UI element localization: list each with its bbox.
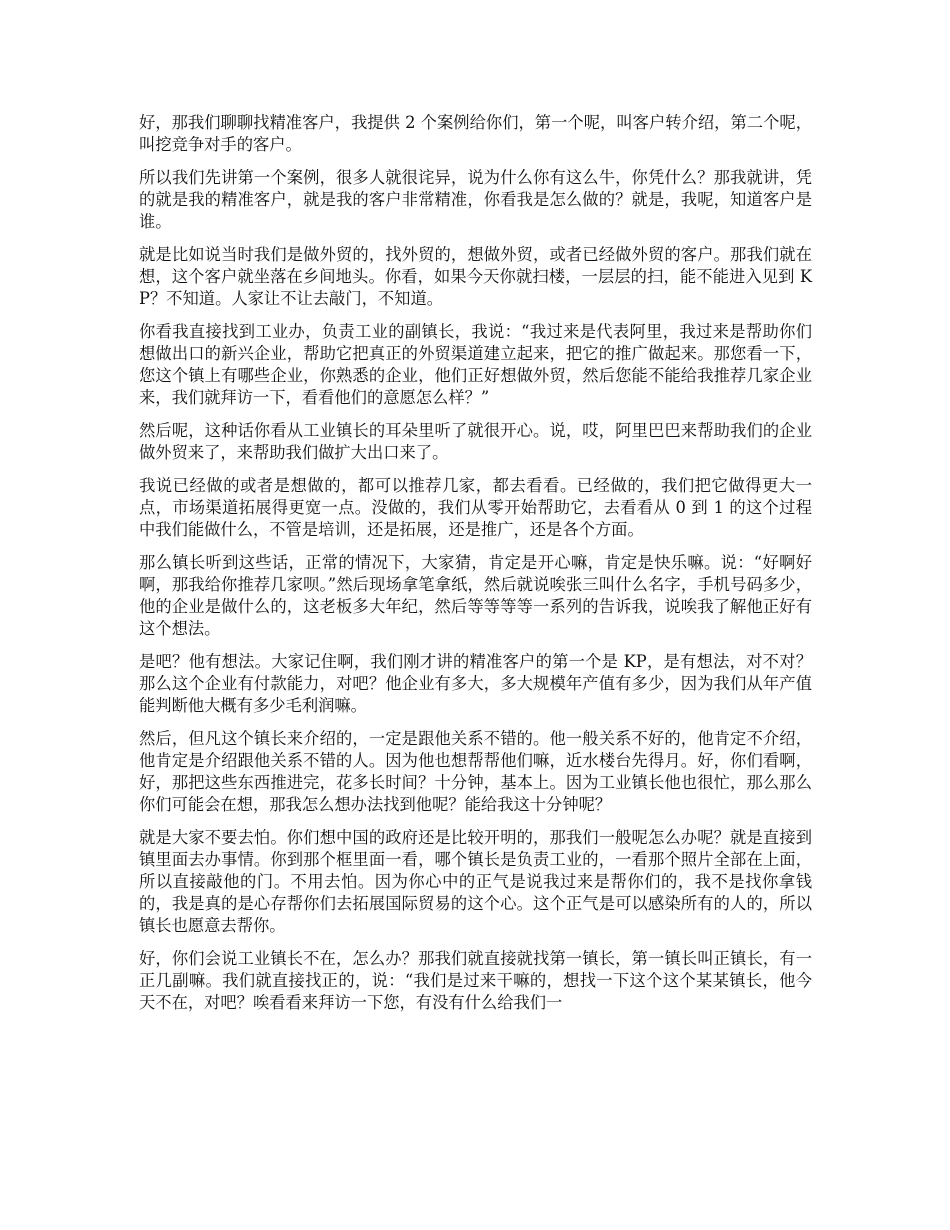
paragraph-2: 所以我们先讲第一个案例，很多人就很诧异，说为什么你有这么牛，你凭什么？那我就讲，凭的就是我的精准客户，就是我的客户非常精准，你看我是怎么做的？就是，我呢，知道客户是谁。 [139,168,812,231]
paragraph-1: 好，那我们聊聊找精准客户，我提供 2 个案例给你们，第一个呢，叫客户转介绍，第二个呢，叫挖竞争对手的客户。 [139,113,812,154]
paragraph-8: 是吧？他有想法。大家记住啊，我们刚才讲的精准客户的第一个是 KP，是有想法，对不对？那么这个企业有付款能力，对吧？他企业有多大，多大规模年产值有多少，因为我们从年产值能判断他大概有多少毛利润嘛。 [139,652,812,715]
paragraph-3: 就是比如说当时我们是做外贸的，找外贸的，想做外贸，或者已经做外贸的客户。那我们就在想，这个客户就坐落在乡间地头。你看，如果今天你就扫楼，一层层的扫，能不能进入见到 KP？不知道。人家让不让去敲门，不知道。 [139,245,812,308]
paragraph-9: 然后，但凡这个镇长来介绍的，一定是跟他关系不错的。他一般关系不好的，他肯定不介绍，他肯定是介绍跟他关系不错的人。因为他也想帮帮他们嘛，近水楼台先得月。好，你们看啊，好，那把这些东西推进完，花多长时间？十分钟，基本上。因为工业镇长他也很忙，那么那么你们可能会在想，那我怎么想办法找到他呢？能给我这十分钟呢？ [139,729,812,814]
paragraph-6: 我说已经做的或者是想做的，都可以推荐几家，都去看看。已经做的，我们把它做得更大一点，市场渠道拓展得更宽一点。没做的，我们从零开始帮助它，去看看从 0 到 1 的这个过程中我们能做什么，不管是培训，还是拓展，还是推广，还是各个方面。 [139,476,812,539]
document-body [139,112,812,1025]
paragraph-7: 那么镇长听到这些话，正常的情况下，大家猜，肯定是开心嘛，肯定是快乐嘛。说：“好啊好啊，那我给你推荐几家呗。”然后现场拿笔拿纸，然后就说唉张三叫什么名字，手机号码多少，他的企业是做什么的，这老板多大年纪，然后等等等等一系列的告诉我，说唉我了解他正好有这个想法。 [139,553,812,638]
paragraph-4: 你看我直接找到工业办，负责工业的副镇长，我说：“我过来是代表阿里，我过来是帮助你们想做出口的新兴企业，帮助它把真正的外贸渠道建立起来，把它的推广做起来。那您看一下，您这个镇上有哪些企业，你熟悉的企业，他们正好想做外贸，然后您能不能给我推荐几家企业来，我们就拜访一下，看看他们的意愿怎么样？” [139,322,812,407]
paragraph-5: 然后呢，这种话你看从工业镇长的耳朵里听了就很开心。说，哎，阿里巴巴来帮助我们的企业做外贸来了，来帮助我们做扩大出口来了。 [139,421,812,462]
paragraph-11: 好，你们会说工业镇长不在，怎么办？那我们就直接就找第一镇长，第一镇长叫正镇长，有一正几副嘛。我们就直接找正的，说：“我们是过来干嘛的，想找一下这个这个某某镇长，他今天不在，对吧？唉看看来拜访一下您，有没有什么给我们一 [139,949,812,1012]
paragraph-10: 就是大家不要去怕。你们想中国的政府还是比较开明的，那我们一般呢怎么办呢？就是直接到镇里面去办事情。你到那个框里面一看，哪个镇长是负责工业的，一看那个照片全部在上面，所以直接敲他的门。不用去怕。因为你心中的正气是说我过来是帮你们的，我不是找你拿钱的，我是真的是心存帮你们去拓展国际贸易的这个心。这个正气是可以感染所有的人的，所以镇长也愿意去帮你。 [139,828,812,935]
